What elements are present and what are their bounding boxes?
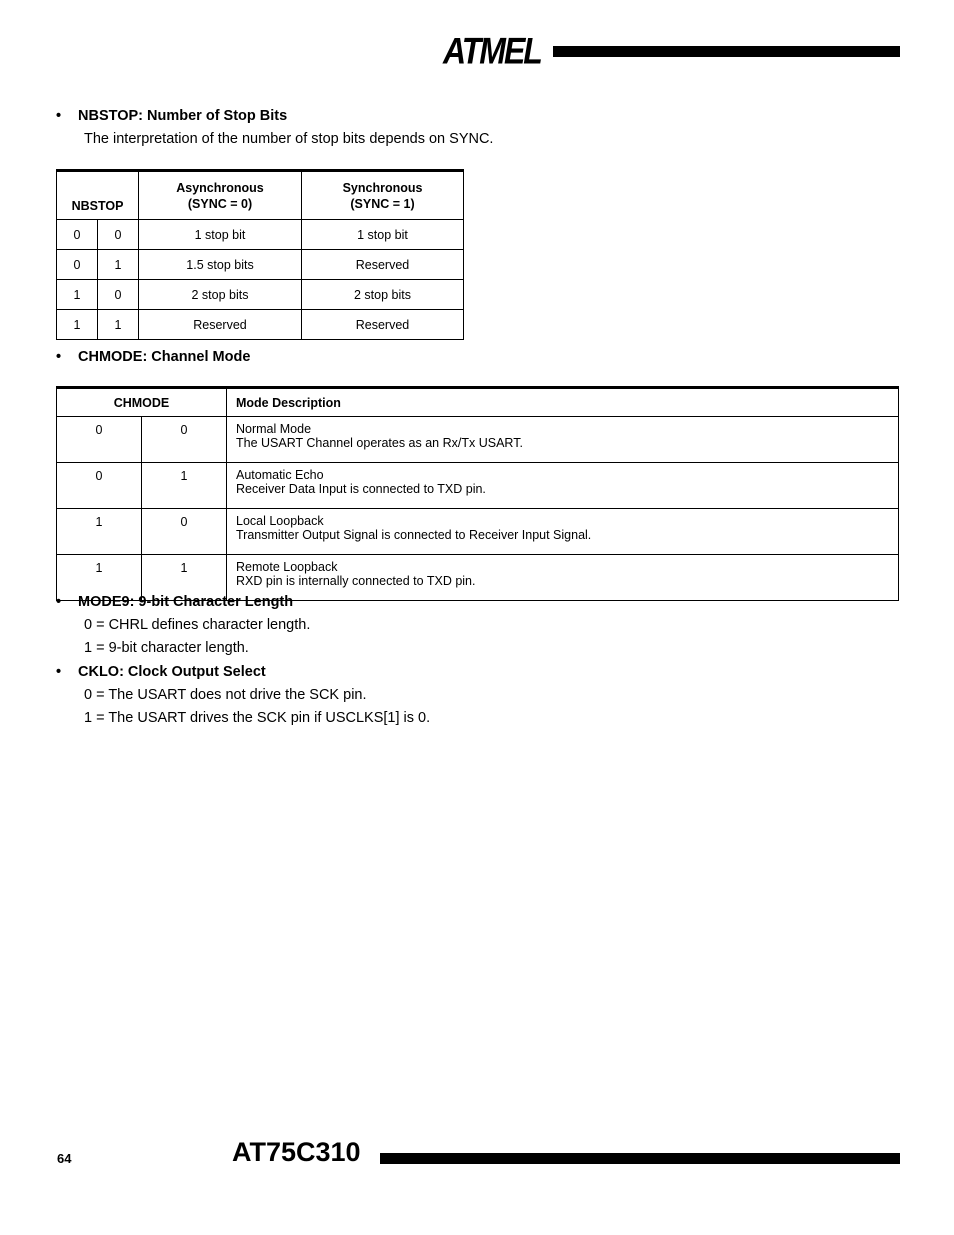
nbstop-table [56,169,464,340]
cell-sync: 1 stop bit [302,220,464,250]
cell-description [227,555,899,601]
cell-bit0: 0 [98,280,139,310]
mode-title: Automatic Echo [236,468,324,482]
mode9-line2: 1 = 9-bit character length. [84,640,249,656]
table-row [57,280,464,310]
col-sync [302,171,464,220]
chmode-table [56,386,899,601]
chmode-heading-text: CHMODE: Channel Mode [78,349,251,365]
col-async [139,171,302,220]
table-row [57,509,899,555]
mode9-heading-text: MODE9: 9-bit Character Length [78,594,294,610]
mode-title: Local Loopback [236,514,324,528]
mode-text: Transmitter Output Signal is connected to Receiver Input Signal. [236,528,592,542]
chmode-heading [56,349,250,365]
col-sync-line1: Synchronous [342,180,423,195]
cell-sync: Reserved [302,310,464,340]
col-async-line2: (SYNC = 0) [187,196,253,211]
cell-bit0: 0 [142,417,227,463]
atmel-logo: ATMEL [443,30,541,72]
cell-bit1: 0 [57,220,98,250]
cklo-line1: 0 = The USART does not drive the SCK pin. [84,687,367,703]
col-async-line1: Asynchronous [176,180,264,195]
col-nbstop: NBSTOP [57,171,139,220]
header-rule [553,46,900,57]
mode-text: Receiver Data Input is connected to TXD pin. [236,482,486,496]
cell-bit0: 1 [142,463,227,509]
table-header-row [57,171,464,220]
table-row [57,417,899,463]
table-row [57,463,899,509]
mode-title: Remote Loopback [236,560,338,574]
table-header-row [57,388,899,417]
cklo-heading-text: CKLO: Clock Output Select [78,664,266,680]
cell-async: 1.5 stop bits [139,250,302,280]
cell-async: Reserved [139,310,302,340]
bullet-icon: • [56,594,62,610]
cklo-heading [56,664,266,680]
mode-text: The USART Channel operates as an Rx/Tx USART. [236,436,523,450]
cell-sync: 2 stop bits [302,280,464,310]
table-row [57,310,464,340]
cklo-line2: 1 = The USART drives the SCK pin if USCLKS[1] is 0. [84,710,431,726]
mode-text: RXD pin is internally connected to TXD pin. [236,574,476,588]
cell-bit1: 1 [57,280,98,310]
table-row [57,250,464,280]
col-sync-line2: (SYNC = 1) [350,196,415,211]
cell-bit1: 0 [57,417,142,463]
nbstop-description: The interpretation of the number of stop bits depends on SYNC. [84,131,494,147]
mode9-line1: 0 = CHRL defines character length. [84,617,311,633]
table-row [57,220,464,250]
bullet-icon: • [56,108,62,124]
cell-description [227,509,899,555]
cell-bit1: 1 [57,509,142,555]
cell-bit1: 1 [57,310,98,340]
mode9-heading [56,594,293,610]
bullet-icon: • [56,349,62,365]
document-title: AT75C310 [232,1137,361,1167]
cell-bit0: 1 [98,250,139,280]
cell-bit0: 0 [98,220,139,250]
cell-bit0: 0 [142,509,227,555]
cell-bit1: 1 [57,555,142,601]
cell-bit0: 1 [98,310,139,340]
bullet-icon: • [56,664,62,680]
col-mode-description: Mode Description [227,388,899,417]
cell-async: 1 stop bit [139,220,302,250]
nbstop-heading-text: NBSTOP: Number of Stop Bits [78,108,288,124]
page-number: 64 [57,1151,72,1166]
col-chmode: CHMODE [57,388,227,417]
mode-title: Normal Mode [236,422,312,436]
cell-bit0: 1 [142,555,227,601]
nbstop-heading [56,108,287,124]
cell-sync: Reserved [302,250,464,280]
cell-description [227,417,899,463]
cell-bit1: 0 [57,463,142,509]
cell-async: 2 stop bits [139,280,302,310]
cell-description [227,463,899,509]
footer-rule [380,1153,900,1164]
cell-bit1: 0 [57,250,98,280]
